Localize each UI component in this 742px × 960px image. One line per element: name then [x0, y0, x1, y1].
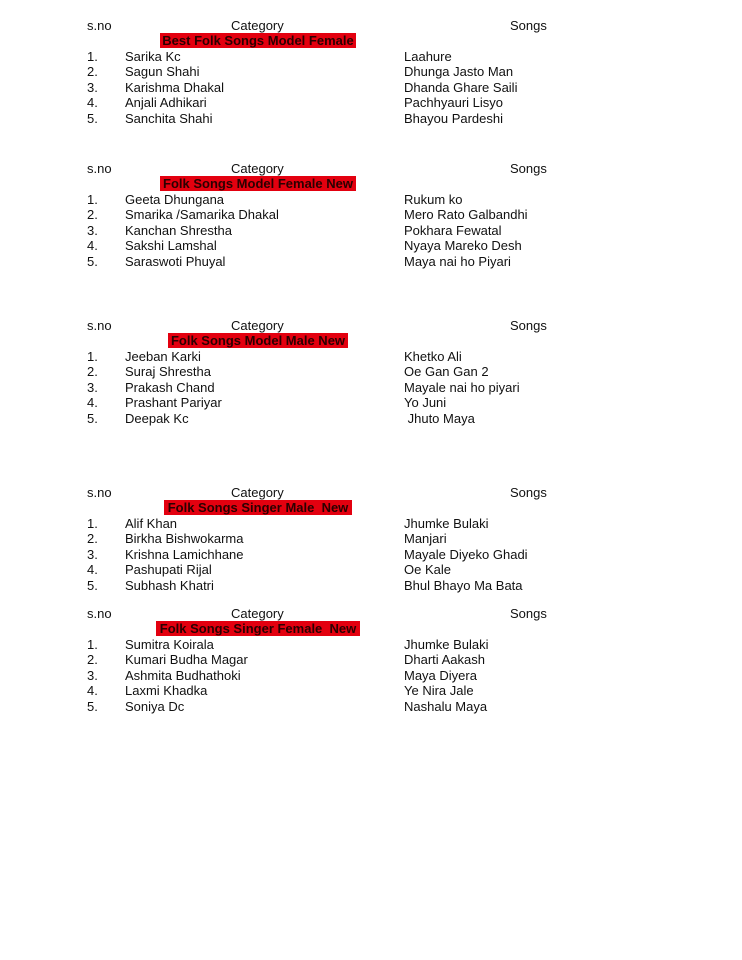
- nomination-section: [0, 606, 742, 726]
- songs-header: Songs: [510, 161, 547, 176]
- category-title: Best Folk Songs Model Female: [160, 33, 356, 48]
- nominee-name: Laxmi Khadka: [125, 683, 208, 699]
- row-number: 4.: [87, 683, 98, 699]
- nominee-name: Suraj Shrestha: [125, 364, 211, 380]
- nomination-section: [0, 161, 742, 281]
- row-number: 5.: [87, 110, 98, 126]
- nominee-name: Alif Khan: [125, 516, 178, 531]
- row-number: 2.: [87, 64, 98, 80]
- song-title: Dharti Aakash: [404, 652, 485, 668]
- song-title: Maya Diyera: [404, 667, 477, 683]
- nominee-name: Prakash Chand: [125, 379, 215, 395]
- table-row: [0, 238, 742, 253]
- table-row: [0, 411, 742, 426]
- nominee-name: Subhash Khatri: [125, 577, 214, 593]
- nominee-name: Deepak Kc: [125, 410, 189, 426]
- nominee-name: Soniya Dc: [125, 698, 185, 714]
- song-title: Manjari: [404, 531, 447, 547]
- table-row: [0, 95, 742, 110]
- nominee-name: Jeeban Karki: [125, 349, 201, 364]
- table-row: [0, 380, 742, 395]
- nominee-name: Pashupati Rijal: [125, 562, 212, 578]
- table-row: [0, 349, 742, 364]
- songs-header: Songs: [510, 318, 547, 333]
- nominee-name: Kumari Budha Magar: [125, 652, 248, 668]
- nomination-section: [0, 18, 742, 138]
- row-number: 1.: [87, 192, 98, 207]
- song-title: Oe Gan Gan 2: [404, 364, 489, 380]
- song-title: Yo Juni: [404, 395, 447, 411]
- nominee-name: Ashmita Budhathoki: [125, 667, 241, 683]
- table-row: [0, 64, 742, 79]
- row-number: 1.: [87, 516, 98, 531]
- nominee-name: Saraswoti Phuyal: [125, 253, 226, 269]
- table-row: [0, 207, 742, 222]
- song-title: Jhumke Bulaki: [404, 516, 489, 531]
- nominee-name: Karishma Dhakal: [125, 79, 224, 95]
- songs-header: Songs: [510, 606, 547, 621]
- row-number: 4.: [87, 395, 98, 411]
- row-number: 2.: [87, 364, 98, 380]
- song-title: Bhayou Pardeshi: [404, 110, 504, 126]
- category-header: Category: [231, 161, 284, 176]
- nominee-name: Sagun Shahi: [125, 64, 200, 80]
- row-number: 1.: [87, 349, 98, 364]
- row-number: 5.: [87, 253, 98, 269]
- row-number: 4.: [87, 238, 98, 254]
- song-title: Pachhyauri Lisyo: [404, 95, 503, 111]
- category-header: Category: [231, 485, 284, 500]
- song-title: Ye Nira Jale: [404, 683, 474, 699]
- table-row: [0, 637, 742, 652]
- table-row: [0, 547, 742, 562]
- nominee-name: Sakshi Lamshal: [125, 238, 217, 254]
- song-title: Laahure: [404, 49, 452, 64]
- row-number: 2.: [87, 207, 98, 223]
- nominee-name: Sumitra Koirala: [125, 637, 214, 652]
- table-row: [0, 254, 742, 269]
- table-row: [0, 516, 742, 531]
- table-row: [0, 652, 742, 667]
- table-row: [0, 531, 742, 546]
- song-title: Pokhara Fewatal: [404, 222, 502, 238]
- song-title: Mero Rato Galbandhi: [404, 207, 528, 223]
- row-number: 5.: [87, 577, 98, 593]
- sno-header: s.no: [87, 18, 112, 33]
- song-title: Oe Kale: [404, 562, 451, 578]
- song-title: Maya nai ho Piyari: [404, 253, 511, 269]
- table-row: [0, 80, 742, 95]
- row-number: 2.: [87, 531, 98, 547]
- table-row: [0, 699, 742, 714]
- song-title: Jhuto Maya: [404, 410, 475, 426]
- row-number: 1.: [87, 637, 98, 652]
- row-number: 2.: [87, 652, 98, 668]
- table-row: [0, 223, 742, 238]
- category-title: Folk Songs Model Female New: [160, 176, 356, 191]
- table-row: [0, 49, 742, 64]
- row-number: 4.: [87, 562, 98, 578]
- nomination-section: [0, 485, 742, 605]
- nominee-name: Sanchita Shahi: [125, 110, 213, 126]
- song-title: Rukum ko: [404, 192, 463, 207]
- song-title: Nashalu Maya: [404, 698, 488, 714]
- table-row: [0, 192, 742, 207]
- table-row: [0, 683, 742, 698]
- song-title: Nyaya Mareko Desh: [404, 238, 522, 254]
- row-number: 5.: [87, 410, 98, 426]
- nominee-name: Birkha Bishwokarma: [125, 531, 244, 547]
- row-number: 3.: [87, 667, 98, 683]
- table-row: [0, 562, 742, 577]
- category-header: Category: [231, 606, 284, 621]
- table-row: [0, 668, 742, 683]
- table-row: [0, 578, 742, 593]
- sno-header: s.no: [87, 318, 112, 333]
- row-number: 3.: [87, 222, 98, 238]
- song-title: Mayale Diyeko Ghadi: [404, 546, 528, 562]
- nominee-name: Smarika /Samarika Dhakal: [125, 207, 279, 223]
- sno-header: s.no: [87, 161, 112, 176]
- row-number: 3.: [87, 546, 98, 562]
- songs-header: Songs: [510, 485, 547, 500]
- row-number: 4.: [87, 95, 98, 111]
- sno-header: s.no: [87, 485, 112, 500]
- song-title: Jhumke Bulaki: [404, 637, 489, 652]
- table-row: [0, 364, 742, 379]
- nominee-name: Kanchan Shrestha: [125, 222, 232, 238]
- table-row: [0, 395, 742, 410]
- table-row: [0, 111, 742, 126]
- songs-header: Songs: [510, 18, 547, 33]
- category-header: Category: [231, 18, 284, 33]
- sno-header: s.no: [87, 606, 112, 621]
- song-title: Mayale nai ho piyari: [404, 379, 520, 395]
- row-number: 3.: [87, 379, 98, 395]
- category-header: Category: [231, 318, 284, 333]
- nominee-name: Anjali Adhikari: [125, 95, 207, 111]
- nominee-name: Sarika Kc: [125, 49, 181, 64]
- song-title: Dhunga Jasto Man: [404, 64, 514, 80]
- row-number: 1.: [87, 49, 98, 64]
- category-title: Folk Songs Singer Female New: [156, 621, 360, 636]
- category-title: Folk Songs Model Male New: [168, 333, 348, 348]
- nomination-section: [0, 318, 742, 438]
- nominee-name: Prashant Pariyar: [125, 395, 222, 411]
- row-number: 3.: [87, 79, 98, 95]
- category-title: Folk Songs Singer Male New: [164, 500, 352, 515]
- row-number: 5.: [87, 698, 98, 714]
- nominee-name: Krishna Lamichhane: [125, 546, 244, 562]
- song-title: Dhanda Ghare Saili: [404, 79, 518, 95]
- song-title: Bhul Bhayo Ma Bata: [404, 577, 523, 593]
- nominee-name: Geeta Dhungana: [125, 192, 225, 207]
- song-title: Khetko Ali: [404, 349, 462, 364]
